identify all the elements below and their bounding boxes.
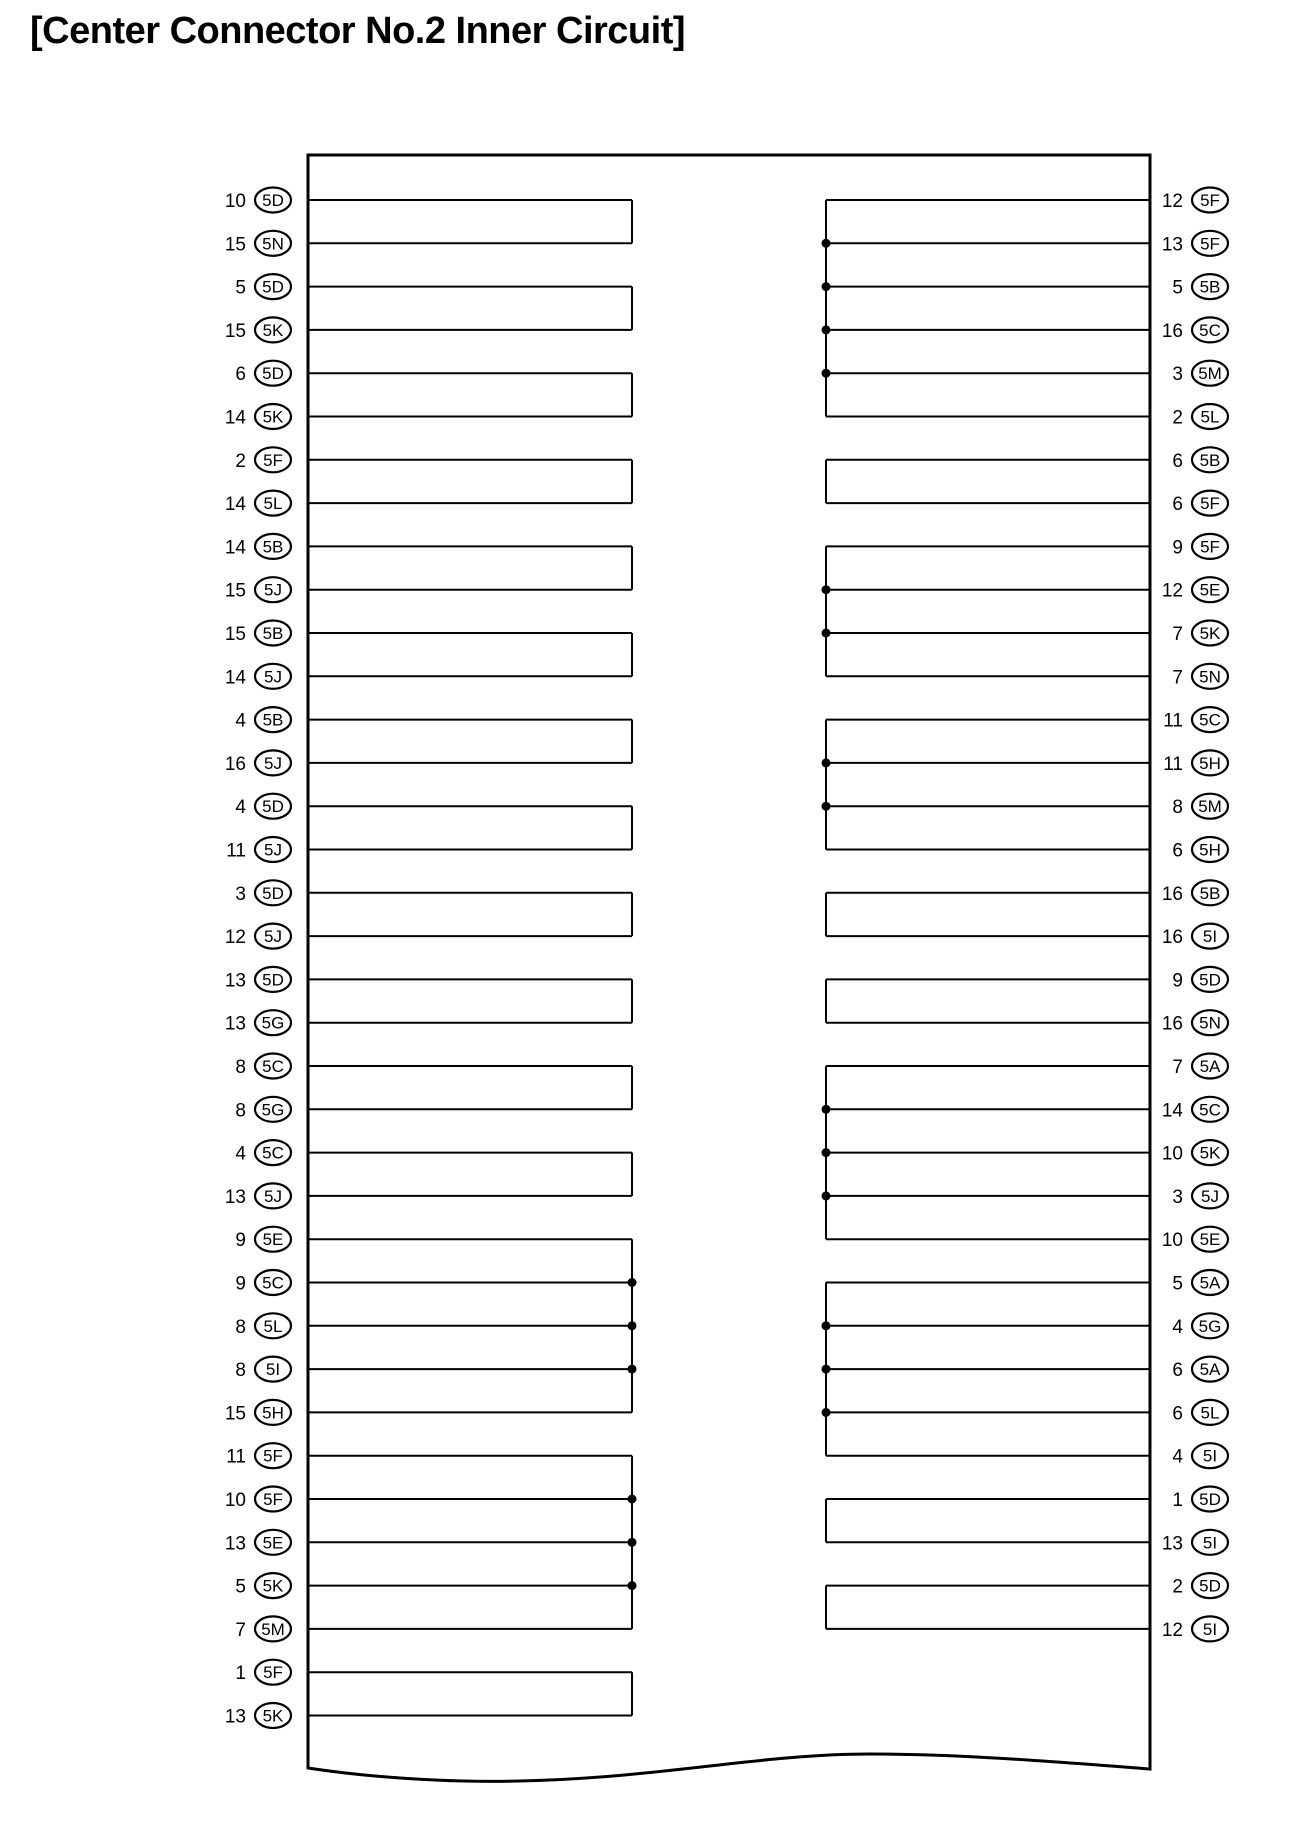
- pin-number: 5: [235, 1576, 246, 1598]
- pin-number: 15: [224, 624, 246, 645]
- pin-number: 6: [1172, 494, 1183, 516]
- junction-dot: [822, 802, 831, 811]
- left-wire-group: [308, 1153, 632, 1196]
- pin-number: 13: [1161, 1533, 1183, 1555]
- junction-dot: [628, 1278, 637, 1287]
- connector-id: 5D: [1199, 1490, 1221, 1509]
- junction-dot: [822, 1191, 831, 1200]
- pin-number: 13: [224, 1013, 246, 1035]
- pin-number: 16: [224, 753, 246, 775]
- right-pin-label: [1172, 1313, 1228, 1338]
- left-pin-label: [226, 1443, 291, 1468]
- connector-id: 5B: [262, 624, 284, 643]
- junction-dot: [628, 1581, 637, 1590]
- left-pin-label: [225, 404, 291, 429]
- pin-number: 2: [235, 450, 246, 472]
- left-pin-label: [235, 1097, 291, 1122]
- left-pin-label: [225, 1400, 291, 1425]
- pin-number: 4: [235, 1143, 246, 1165]
- right-pin-label: [1162, 188, 1228, 213]
- pin-number: 15: [224, 320, 246, 342]
- pin-number: 7: [1172, 1057, 1183, 1078]
- right-wire-group: [822, 1283, 1151, 1456]
- left-pin-label: [225, 1703, 291, 1728]
- pin-number: 14: [224, 407, 246, 429]
- right-pin-label: [1163, 707, 1228, 732]
- connector-id: 5N: [1199, 1013, 1221, 1033]
- connector-id: 5L: [263, 1316, 283, 1336]
- pin-number: 6: [1172, 1403, 1183, 1425]
- junction-dot: [628, 1365, 637, 1374]
- pin-number: 11: [226, 1446, 246, 1468]
- connector-id: 5E: [1199, 580, 1221, 600]
- pin-number: 12: [1161, 1619, 1183, 1641]
- connector-id: 5D: [262, 797, 284, 817]
- right-wire-group: [826, 979, 1150, 1022]
- right-wire-group: [822, 200, 1151, 417]
- pin-number: 13: [1161, 234, 1183, 256]
- pin-number: 5: [1172, 277, 1183, 299]
- connector-id: 5K: [262, 320, 284, 340]
- right-wire-group: [826, 460, 1150, 503]
- connector-id: 5F: [1200, 494, 1220, 514]
- left-pin-label: [235, 1573, 291, 1598]
- pin-number: 14: [224, 494, 246, 516]
- pin-number: 16: [1161, 1013, 1183, 1035]
- connector-id: 5F: [263, 1446, 283, 1466]
- pin-number: 8: [235, 1057, 246, 1078]
- connector-id: 5F: [263, 1490, 283, 1509]
- pin-number: 3: [235, 883, 246, 905]
- right-pin-label: [1172, 794, 1228, 819]
- pin-number: 1: [235, 1663, 246, 1685]
- pin-number: 12: [1161, 580, 1183, 602]
- left-pin-label: [235, 447, 291, 472]
- pin-number: 6: [1172, 450, 1183, 472]
- connector-id: 5L: [1200, 1403, 1220, 1423]
- right-pin-label: [1172, 621, 1228, 646]
- connector-id: 5I: [1202, 1533, 1218, 1553]
- pin-number: 12: [224, 927, 246, 949]
- connector-id: 5I: [265, 1360, 281, 1380]
- pin-number: 3: [1172, 1186, 1183, 1208]
- left-pin-label: [235, 1227, 291, 1252]
- right-pin-label: [1172, 1183, 1228, 1208]
- connector-id: 5K: [1199, 624, 1221, 643]
- left-wire-group: [308, 979, 632, 1022]
- connector-id: 5D: [262, 191, 284, 210]
- right-pin-label: [1162, 1227, 1228, 1252]
- left-pin-label: [235, 707, 291, 732]
- left-wire-group: [308, 460, 632, 503]
- left-pin-label: [225, 924, 291, 949]
- right-pin-label: [1172, 1054, 1228, 1079]
- left-pin-label: [225, 1010, 291, 1035]
- junction-dot: [822, 282, 831, 291]
- left-wire-group: [308, 1672, 632, 1715]
- connector-id: 5A: [1199, 1057, 1221, 1076]
- left-pin-label: [235, 1616, 291, 1641]
- left-pin-label: [225, 1487, 291, 1512]
- pin-number: 4: [235, 710, 246, 732]
- left-pin-label: [226, 837, 291, 862]
- right-pin-label: [1162, 880, 1228, 905]
- connector-id: 5B: [1199, 277, 1221, 297]
- connector-id: 5E: [262, 1230, 284, 1250]
- pin-number: 13: [224, 1706, 246, 1728]
- right-pin-label: [1172, 967, 1228, 992]
- left-pin-label: [225, 491, 291, 516]
- left-pin-label: [225, 967, 291, 992]
- connector-id: 5M: [261, 1619, 285, 1639]
- connector-id: 5C: [1199, 320, 1221, 340]
- pin-number: 16: [1161, 883, 1183, 905]
- left-pin-label: [225, 664, 291, 689]
- pin-number: 4: [1172, 1446, 1183, 1468]
- pin-number: 7: [235, 1619, 246, 1641]
- left-wire-group: [308, 806, 632, 849]
- connector-id: 5A: [1199, 1273, 1221, 1293]
- pin-number: 14: [224, 667, 246, 689]
- connector-id: 5C: [1199, 1100, 1221, 1120]
- connector-id: 5F: [263, 450, 283, 470]
- right-wire-group: [826, 893, 1150, 936]
- pin-number: 5: [235, 277, 246, 299]
- connector-id: 5J: [264, 840, 282, 860]
- left-pin-label: [235, 1313, 291, 1338]
- pin-number: 8: [1172, 797, 1183, 819]
- pin-number: 5: [1172, 1273, 1183, 1295]
- right-pin-label: [1172, 274, 1228, 299]
- left-wire-group: [308, 287, 632, 330]
- junction-dot: [822, 629, 831, 638]
- junction-dot: [822, 325, 831, 334]
- pin-number: 13: [224, 1186, 246, 1208]
- connector-id: 5H: [1199, 753, 1221, 773]
- left-wire-group: [308, 546, 632, 589]
- right-pin-label: [1172, 1443, 1228, 1468]
- junction-dot: [822, 1321, 831, 1330]
- connector-id: 5B: [1199, 883, 1221, 903]
- connector-outline: [308, 155, 1150, 1781]
- right-pin-label: [1162, 577, 1228, 602]
- right-pin-label: [1162, 1097, 1228, 1122]
- connector-id: 5D: [262, 364, 284, 384]
- right-pin-label: [1163, 750, 1228, 775]
- connector-id: 5J: [264, 927, 282, 947]
- connector-id: 5I: [1202, 1446, 1218, 1466]
- right-pin-label: [1162, 317, 1228, 342]
- connector-id: 5H: [1199, 840, 1221, 860]
- connector-id: 5H: [262, 1403, 284, 1423]
- left-pin-label: [225, 534, 291, 559]
- right-pin-label: [1172, 1270, 1228, 1295]
- right-wire-group: [826, 1586, 1150, 1629]
- pin-number: 9: [1172, 970, 1183, 992]
- pin-number: 8: [235, 1316, 246, 1338]
- pin-number: 10: [224, 191, 246, 212]
- pin-number: 10: [1161, 1230, 1183, 1252]
- left-wire-group: [308, 1456, 637, 1629]
- left-pin-label: [225, 231, 291, 256]
- connector-id: 5D: [1199, 970, 1221, 990]
- left-pin-label: [235, 1660, 291, 1685]
- right-pin-label: [1172, 534, 1228, 559]
- right-pin-label: [1162, 1530, 1228, 1555]
- junction-dot: [628, 1538, 637, 1547]
- connector-id: 5I: [1202, 1619, 1218, 1639]
- wire-layer: [308, 200, 1150, 1716]
- right-pin-label: [1172, 1573, 1228, 1598]
- junction-dot: [822, 585, 831, 594]
- connector-id: 5J: [264, 667, 282, 687]
- connector-id: 5B: [262, 537, 284, 557]
- connector-id: 5J: [264, 580, 282, 600]
- left-pin-label: [235, 361, 291, 386]
- connector-id: 5L: [263, 494, 283, 514]
- junction-dot: [822, 758, 831, 767]
- pin-number: 6: [1172, 840, 1183, 862]
- pin-number: 16: [1161, 320, 1183, 342]
- junction-dot: [628, 1321, 637, 1330]
- junction-dot: [822, 1365, 831, 1374]
- right-pin-label: [1172, 361, 1228, 386]
- connector-id: 5J: [1201, 1186, 1219, 1206]
- connector-id: 5E: [1199, 1230, 1221, 1250]
- connector-id: 5G: [261, 1013, 285, 1033]
- left-wire-group: [308, 720, 632, 763]
- junction-dot: [822, 1105, 831, 1114]
- right-pin-label: [1172, 1357, 1228, 1382]
- pin-number: 11: [1163, 710, 1183, 732]
- pin-number: 3: [1172, 364, 1183, 386]
- right-pin-label: [1162, 1010, 1228, 1035]
- connector-id: 5I: [1202, 927, 1218, 947]
- connector-id: 5E: [262, 1533, 284, 1553]
- pin-number: 9: [235, 1230, 246, 1252]
- connector-id: 5K: [1199, 1143, 1221, 1163]
- connector-id: 5J: [264, 1186, 282, 1206]
- connector-id: 5K: [262, 1576, 284, 1596]
- left-pin-label: [235, 274, 291, 299]
- pin-number: 13: [224, 970, 246, 992]
- connector-id: 5D: [262, 970, 284, 990]
- right-pin-label: [1162, 1140, 1228, 1165]
- pin-number: 14: [224, 537, 246, 559]
- right-pin-label: [1162, 231, 1228, 256]
- left-pin-label: [225, 621, 291, 646]
- connector-id: 5F: [1200, 234, 1220, 254]
- connector-id: 5B: [262, 710, 284, 730]
- junction-dot: [822, 369, 831, 378]
- pin-number: 14: [1161, 1100, 1183, 1122]
- pin-number: 2: [1172, 407, 1183, 429]
- connector-id: 5F: [1200, 537, 1220, 557]
- left-wire-group: [308, 1066, 632, 1109]
- pin-number: 10: [1161, 1143, 1183, 1165]
- connector-id: 5C: [262, 1273, 284, 1293]
- connector-id: 5D: [262, 883, 284, 903]
- pin-label-layer: [225, 188, 1228, 1729]
- left-pin-label: [225, 188, 291, 213]
- connector-id: 5C: [1199, 710, 1221, 730]
- pin-number: 4: [1172, 1316, 1183, 1338]
- junction-dot: [822, 239, 831, 248]
- left-wire-group: [308, 373, 632, 416]
- pin-number: 6: [235, 364, 246, 386]
- connector-id: 5C: [262, 1143, 284, 1163]
- right-pin-label: [1172, 664, 1228, 689]
- connector-id: 5G: [261, 1100, 285, 1120]
- connector-id: 5K: [262, 1706, 284, 1726]
- pin-number: 9: [235, 1273, 246, 1295]
- right-pin-label: [1172, 1400, 1228, 1425]
- pin-number: 9: [1172, 537, 1183, 559]
- pin-number: 4: [235, 797, 246, 819]
- pin-number: 10: [224, 1490, 246, 1511]
- left-pin-label: [235, 1140, 291, 1165]
- right-wire-group: [822, 720, 1151, 850]
- left-wire-group: [308, 633, 632, 676]
- right-wire-group: [822, 546, 1151, 676]
- pin-number: 7: [1172, 624, 1183, 645]
- left-pin-label: [225, 750, 291, 775]
- left-wire-group: [308, 893, 632, 936]
- right-pin-label: [1172, 447, 1228, 472]
- right-pin-label: [1172, 837, 1228, 862]
- connector-id: 5N: [262, 234, 284, 254]
- connector-id: 5D: [1199, 1576, 1221, 1596]
- connector-id: 5N: [1199, 667, 1221, 687]
- left-pin-label: [225, 1183, 291, 1208]
- pin-number: 8: [235, 1360, 246, 1382]
- left-pin-label: [235, 1270, 291, 1295]
- pin-number: 7: [1172, 667, 1183, 689]
- junction-dot: [822, 1408, 831, 1417]
- left-pin-label: [235, 794, 291, 819]
- left-pin-label: [235, 1054, 291, 1079]
- pin-number: 11: [1163, 753, 1183, 775]
- pin-number: 15: [224, 580, 246, 602]
- left-pin-label: [235, 880, 291, 905]
- junction-dot: [822, 1148, 831, 1157]
- pin-number: 8: [235, 1100, 246, 1122]
- right-pin-label: [1172, 491, 1228, 516]
- connector-id: 5K: [262, 407, 284, 427]
- pin-number: 12: [1161, 191, 1183, 212]
- connector-id: 5L: [1200, 407, 1220, 427]
- connector-id: 5F: [263, 1663, 283, 1683]
- right-pin-label: [1162, 1616, 1228, 1641]
- pin-number: 11: [226, 840, 246, 862]
- connector-id: 5G: [1198, 1316, 1222, 1336]
- connector-id: 5J: [264, 753, 282, 773]
- junction-dot: [628, 1495, 637, 1504]
- right-pin-label: [1172, 1487, 1228, 1512]
- diagram-title: [Center Connector No.2 Inner Circuit]: [30, 10, 685, 52]
- left-wire-group: [308, 1239, 637, 1412]
- connector-id: 5C: [262, 1057, 284, 1076]
- right-pin-label: [1162, 924, 1228, 949]
- left-pin-label: [225, 577, 291, 602]
- right-wire-group: [826, 1499, 1150, 1542]
- pin-number: 6: [1172, 1360, 1183, 1382]
- connector-id: 5M: [1198, 364, 1222, 384]
- connector-id: 5D: [262, 277, 284, 297]
- right-pin-label: [1172, 404, 1228, 429]
- pin-number: 15: [224, 234, 246, 256]
- pin-number: 16: [1161, 927, 1183, 949]
- left-pin-label: [225, 317, 291, 342]
- connector-id: 5M: [1198, 797, 1222, 817]
- pin-number: 15: [224, 1403, 246, 1425]
- connector-id: 5A: [1199, 1360, 1221, 1380]
- connector-id: 5B: [1199, 450, 1221, 470]
- left-pin-label: [235, 1357, 291, 1382]
- connector-id: 5F: [1200, 191, 1220, 210]
- pin-number: 2: [1172, 1576, 1183, 1598]
- left-pin-label: [225, 1530, 291, 1555]
- right-wire-group: [822, 1066, 1151, 1239]
- left-wire-group: [308, 200, 632, 243]
- pin-number: 13: [224, 1533, 246, 1555]
- pin-number: 1: [1172, 1490, 1183, 1511]
